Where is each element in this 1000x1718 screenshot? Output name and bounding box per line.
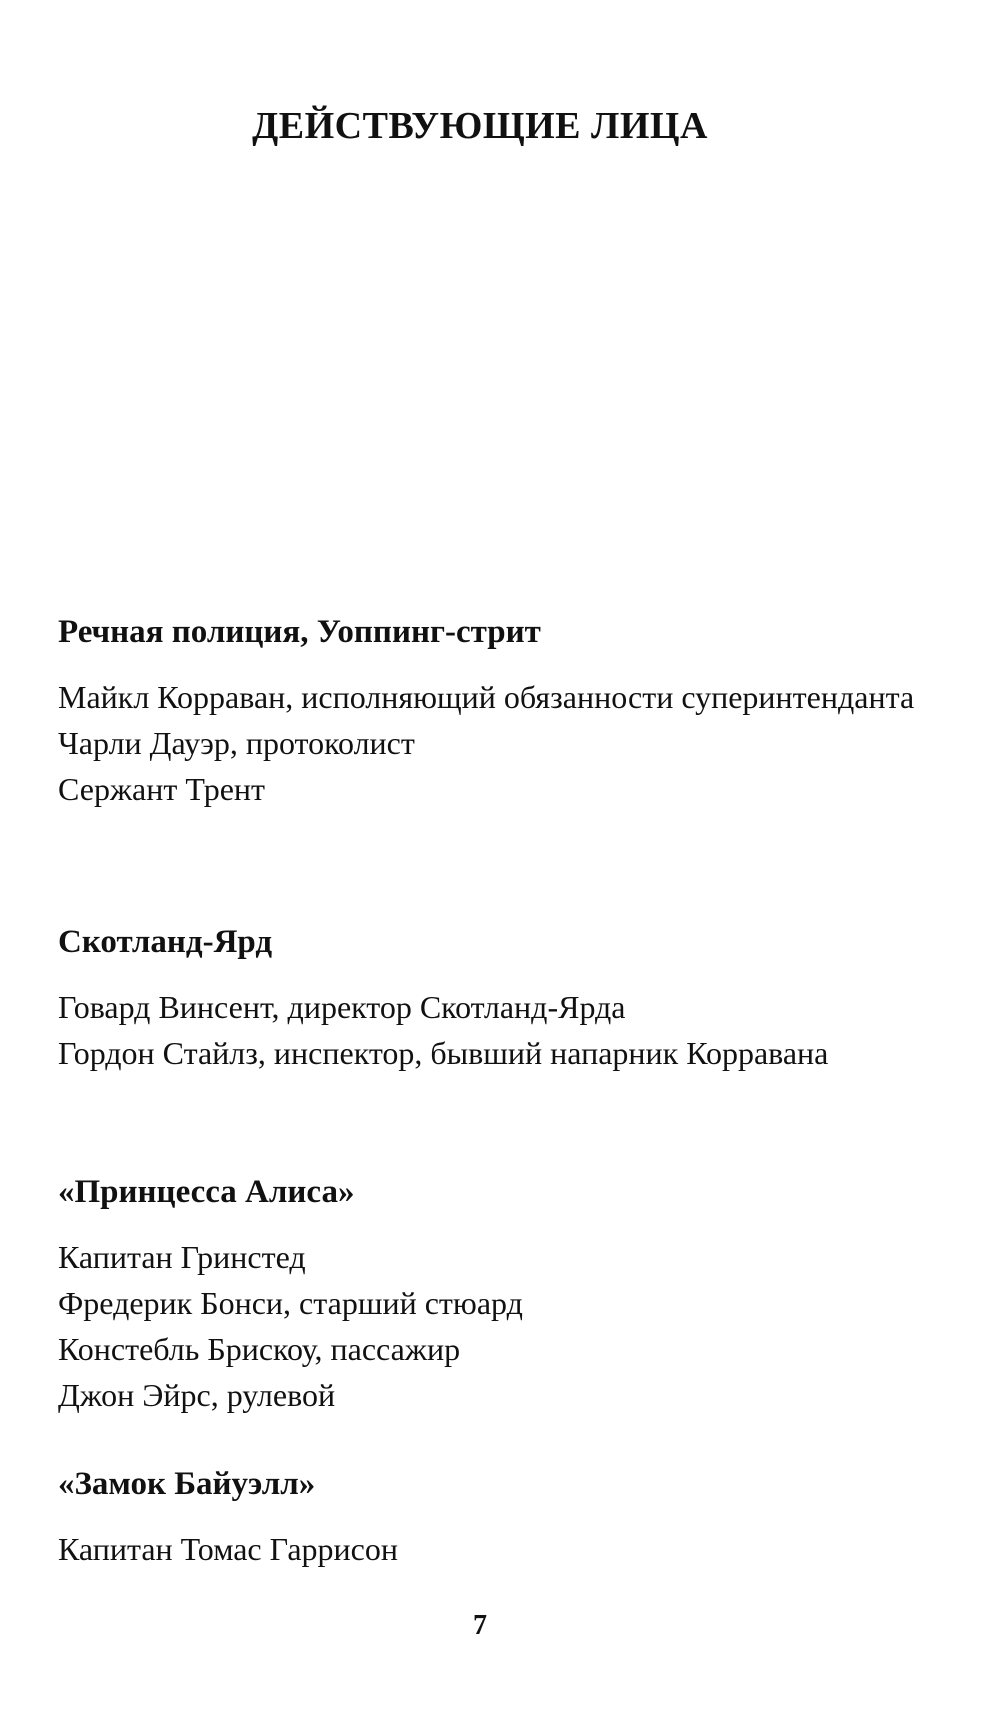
character-entry: Джон Эйрс, рулевой (58, 1377, 336, 1413)
character-entry: Гордон Стайлз, инспектор, бывший напарник Корравана (58, 1035, 829, 1071)
character-entry: Констебль Брискоу, пассажир (58, 1331, 461, 1367)
character-entry: Чарли Дауэр, протоколист (58, 725, 415, 761)
section-scotland-yard (58, 920, 918, 1076)
character-entry: Говард Винсент, директор Скотланд-Ярда (58, 989, 626, 1025)
page-title: ДЕЙСТВУЮЩИЕ ЛИЦА (252, 105, 708, 147)
character-entry: Сержант Трент (58, 771, 265, 807)
section-princess-alice (58, 1170, 918, 1418)
section-bywell-castle (58, 1462, 918, 1572)
page-number: 7 (473, 1610, 487, 1641)
character-entry: Капитан Томас Гаррисон (58, 1531, 398, 1567)
section-river-police (58, 610, 918, 812)
section-heading: «Принцесса Алиса» (58, 1174, 355, 1210)
character-entry: Капитан Гринстед (58, 1239, 306, 1275)
section-heading: Скотланд-Ярд (58, 924, 273, 960)
character-entry: Фредерик Бонси, старший стюард (58, 1285, 523, 1321)
section-heading: «Замок Байуэлл» (58, 1466, 316, 1502)
character-entry: Майкл Корраван, исполняющий обязанности суперинтенданта (58, 679, 915, 715)
section-heading: Речная полиция, Уоппинг-стрит (58, 614, 541, 650)
